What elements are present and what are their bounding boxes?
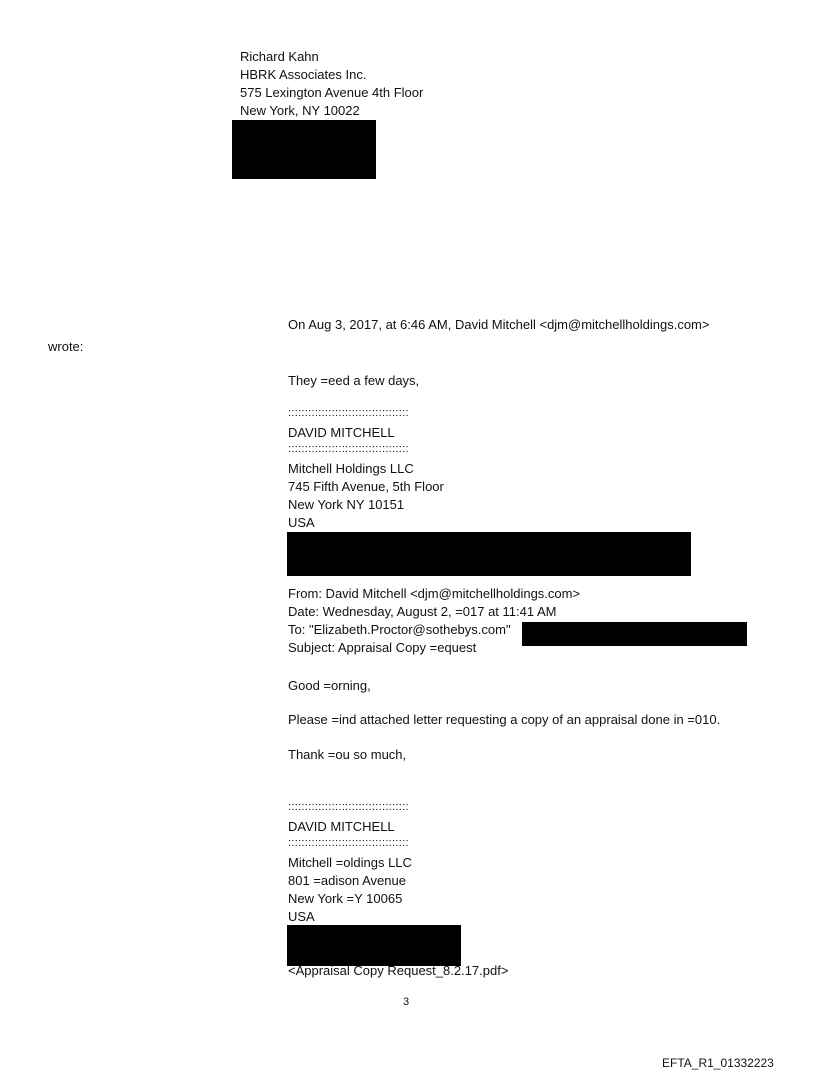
page-number: 3 [403, 996, 410, 1008]
sig2-address-company: Mitchell =oldings LLC [288, 855, 412, 870]
attachment-filename[interactable]: <Appraisal Copy Request_8.2.17.pdf> [288, 963, 509, 978]
sig1-address-company: Mitchell Holdings LLC [288, 461, 414, 476]
sig1-address-country: USA [288, 515, 315, 530]
redaction-box-to [522, 622, 747, 646]
message-greeting: Good =orning, [288, 678, 371, 693]
document-id-footer: EFTA_R1_01332223 [662, 1056, 774, 1070]
sig1-separator-top: :::::::::::::::::::::::::::::::::::: [288, 407, 409, 419]
sig2-address-country: USA [288, 909, 315, 924]
sig1-address-street: 745 Fifth Avenue, 5th Floor [288, 479, 444, 494]
forward-from: From: David Mitchell <djm@mitchellholdings.com> [288, 586, 581, 601]
quote-intro-wrote: wrote: [48, 339, 84, 354]
redaction-box-header [232, 120, 376, 179]
forward-to: To: "Elizabeth.Proctor@sothebys.com" [288, 622, 511, 637]
redaction-box-sig1 [287, 532, 691, 576]
header-name: Richard Kahn [240, 49, 319, 64]
quote-intro: On Aug 3, 2017, at 6:46 AM, David Mitchell <djm@mitchellholdings.com> [288, 317, 710, 332]
sig2-name: DAVID MITCHELL [288, 819, 395, 834]
quote-body-line: They =eed a few days, [288, 373, 420, 388]
sig1-name: DAVID MITCHELL [288, 425, 395, 440]
message-closing: Thank =ou so much, [288, 747, 407, 762]
sig2-separator-bottom: :::::::::::::::::::::::::::::::::::: [288, 837, 409, 849]
forward-subject: Subject: Appraisal Copy =equest [288, 640, 477, 655]
sig2-address-city: New York =Y 10065 [288, 891, 403, 906]
message-body: Please =ind attached letter requesting a copy of an appraisal done in =010. [288, 712, 721, 727]
sig1-address-city: New York NY 10151 [288, 497, 405, 512]
redaction-box-sig2 [287, 925, 461, 966]
sig1-separator-bottom: :::::::::::::::::::::::::::::::::::: [288, 443, 409, 455]
header-company: HBRK Associates Inc. [240, 67, 367, 82]
sig2-address-street: 801 =adison Avenue [288, 873, 406, 888]
forward-date: Date: Wednesday, August 2, =017 at 11:41 AM [288, 604, 557, 619]
header-city: New York, NY 10022 [240, 103, 360, 118]
header-street: 575 Lexington Avenue 4th Floor [240, 85, 424, 100]
sig2-separator-top: :::::::::::::::::::::::::::::::::::: [288, 801, 409, 813]
